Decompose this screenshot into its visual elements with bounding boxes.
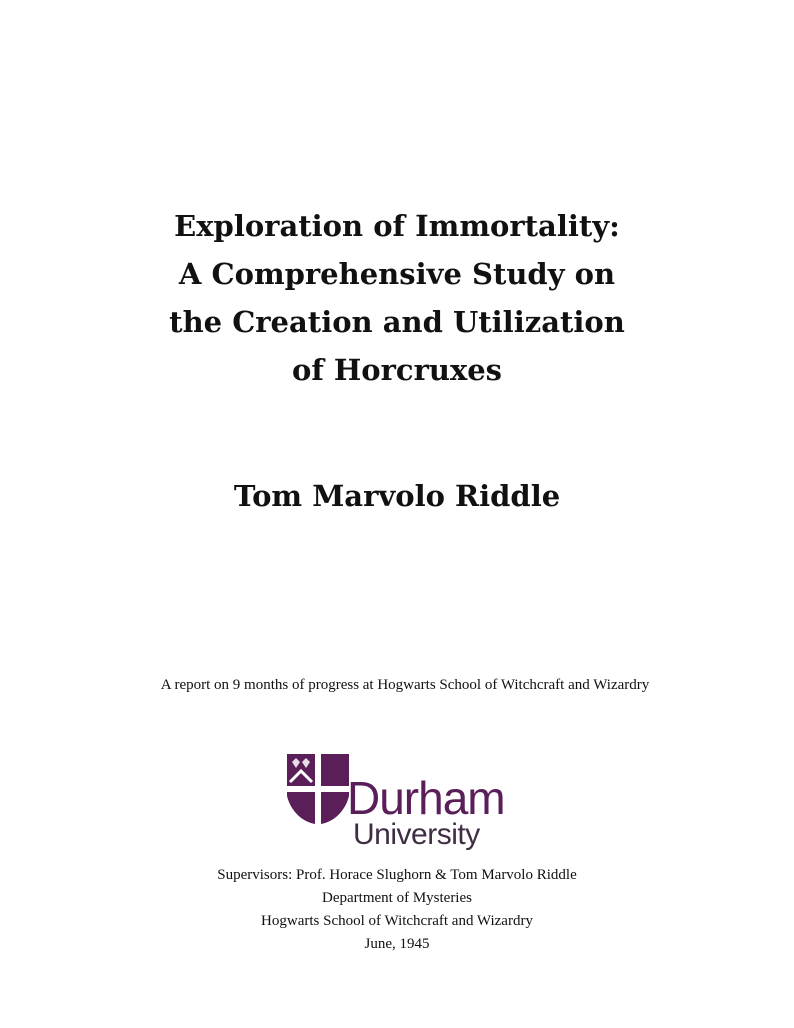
title-line-1: Exploration of Immortality: bbox=[174, 209, 620, 243]
logo-subtitle: University bbox=[353, 818, 480, 851]
title-line-4: of Horcruxes bbox=[291, 353, 503, 387]
university-shield-icon bbox=[285, 752, 351, 826]
title-line-3: the Creation and Utilization bbox=[169, 305, 625, 339]
title-footer bbox=[0, 864, 794, 956]
report-description: A report on 9 months of progress at Hogwarts School of Witchcraft and Wizardry bbox=[160, 677, 650, 693]
department-line: Department of Mysteries bbox=[322, 890, 472, 906]
school-line: Hogwarts School of Witchcraft and Wizardry bbox=[261, 913, 533, 929]
title-line-2: A Comprehensive Study on bbox=[178, 257, 616, 291]
logo-wordmark: Durham bbox=[347, 772, 505, 824]
supervisors-line: Supervisors: Prof. Horace Slughorn & Tom Marvolo Riddle bbox=[217, 867, 577, 883]
report-title bbox=[0, 202, 794, 394]
date-line: June, 1945 bbox=[364, 936, 430, 952]
university-logo bbox=[285, 752, 535, 862]
author-name: Tom Marvolo Riddle bbox=[233, 479, 561, 513]
